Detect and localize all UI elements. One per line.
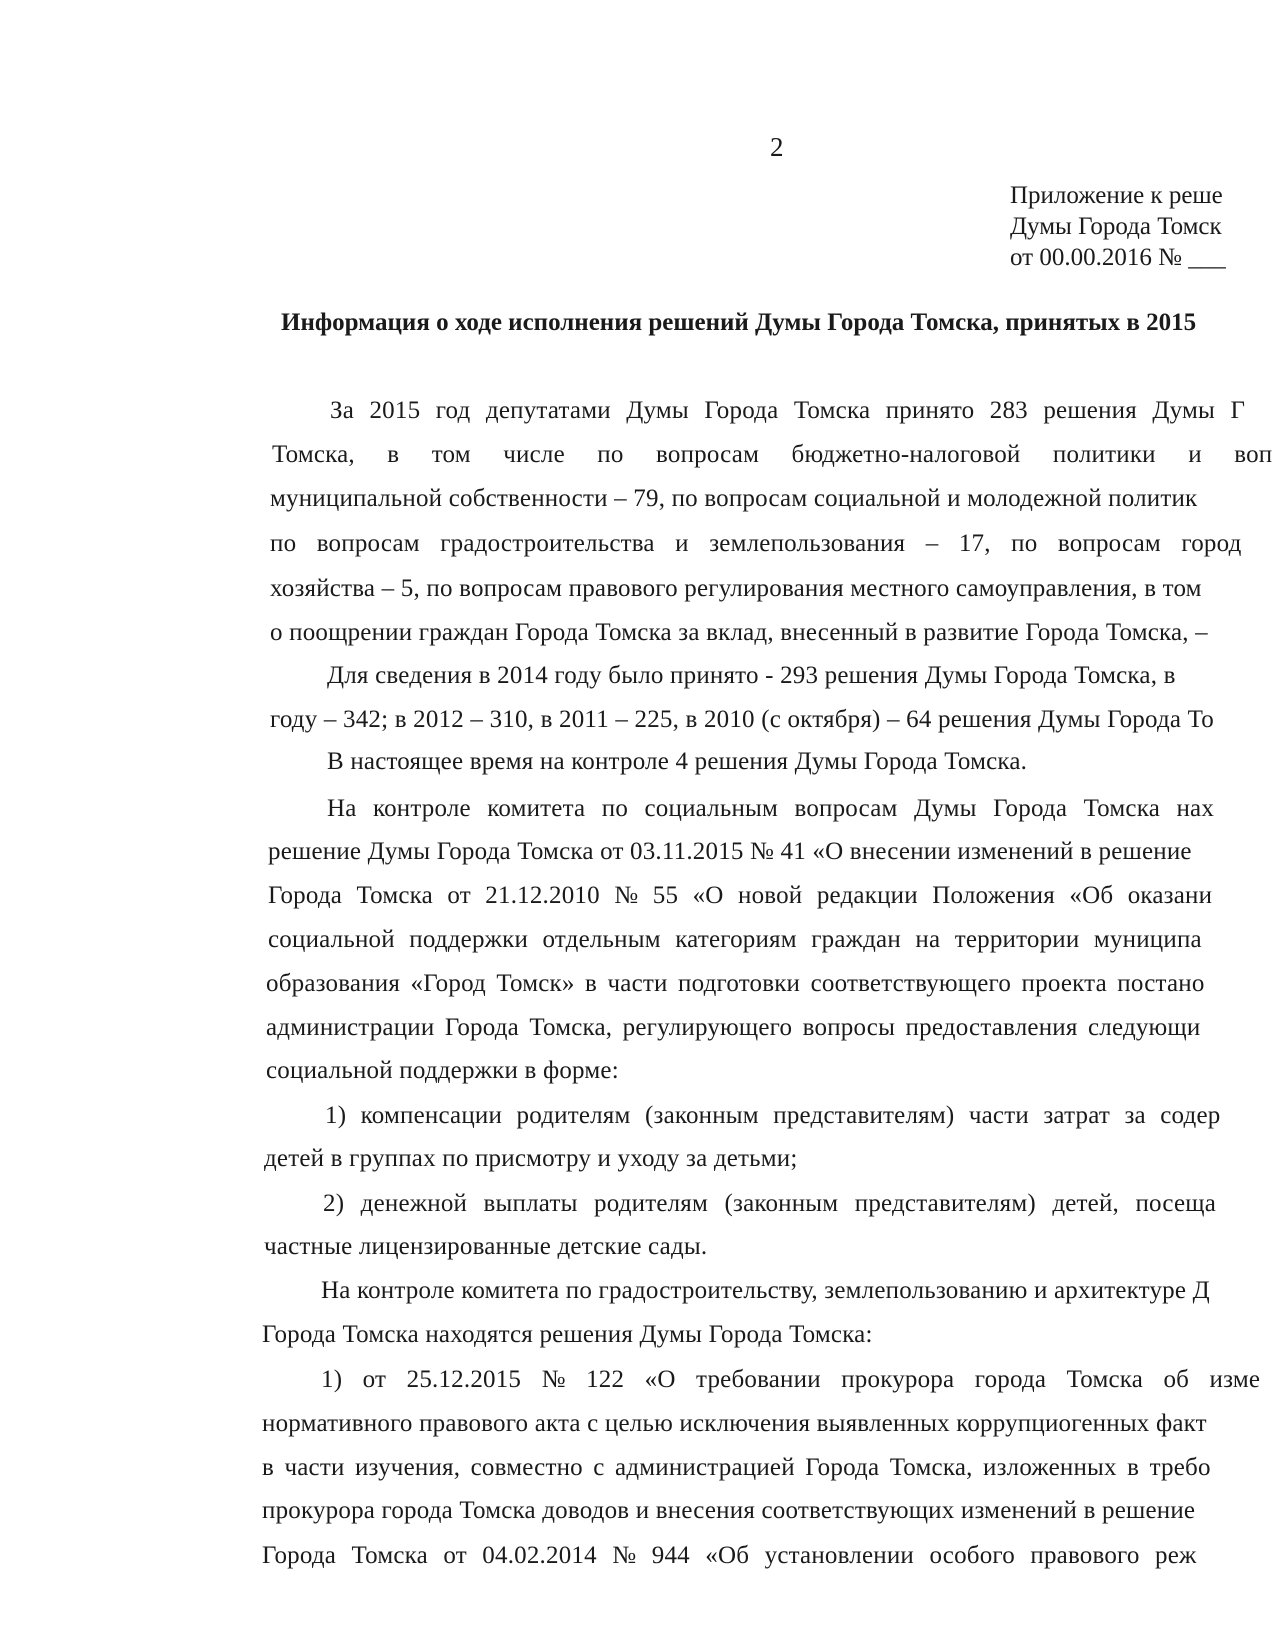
body-line: 2) денежной выплаты родителям (законным представителям) детей, посеща xyxy=(323,1190,1216,1217)
body-line: 1) от 25.12.2015 № 122 «О требовании прокурора города Томска об изме xyxy=(321,1366,1261,1393)
body-line: частные лицензированные детские сады. xyxy=(264,1233,708,1260)
body-line: Города Томска находятся решения Думы Города Томска: xyxy=(262,1321,873,1348)
body-line: На контроле комитета по градостроительству, землепользованию и архитектуре Д xyxy=(321,1277,1210,1304)
body-line: о поощрении граждан Города Томска за вклад, внесенный в развитие Города Томска, – xyxy=(270,619,1208,646)
appendix-line-2: Думы Города Томск xyxy=(1010,213,1222,240)
body-line: решение Думы Города Томска от 03.11.2015 № 41 «О внесении изменений в решение xyxy=(268,838,1192,865)
body-line: хозяйства – 5, по вопросам правового регулирования местного самоуправления, в том xyxy=(270,575,1202,602)
body-line: прокурора города Томска доводов и внесения соответствующих изменений в решение xyxy=(262,1497,1196,1524)
appendix-block xyxy=(1010,180,1226,273)
body-line: году – 342; в 2012 – 310, в 2011 – 225, в 2010 (с октября) – 64 решения Думы Города То xyxy=(270,706,1214,733)
body-line: Томска, в том числе по вопросам бюджетно-налоговой политики и воп xyxy=(272,441,1273,468)
body-line: в части изучения, совместно с администрацией Города Томска, изложенных в требо xyxy=(262,1454,1211,1481)
body-line: по вопросам градостроительства и землепользования – 17, по вопросам город xyxy=(270,530,1242,557)
body-line: На контроле комитета по социальным вопросам Думы Города Томска нах xyxy=(327,795,1215,822)
body-line: нормативного правового акта с целью исключения выявленных коррупциогенных факт xyxy=(262,1410,1207,1437)
page-number: 2 xyxy=(770,132,784,162)
document-title: Информация о ходе исполнения решений Думы Города Томска, принятых в 2015 xyxy=(281,309,1197,336)
appendix-line-3: от 00.00.2016 № ___ xyxy=(1010,244,1226,271)
body-line: администрации Города Томска, регулирующего вопросы предоставления следующи xyxy=(266,1014,1201,1041)
body-line: Для сведения в 2014 году было принято - 293 решения Думы Города Томска, в xyxy=(327,662,1176,689)
body-line: За 2015 год депутатами Думы Города Томска принято 283 решения Думы Г xyxy=(330,397,1246,424)
body-line: Города Томска от 04.02.2014 № 944 «Об установлении особого правового реж xyxy=(262,1542,1197,1569)
body-line: Города Томска от 21.12.2010 № 55 «О новой редакции Положения «Об оказани xyxy=(268,882,1213,909)
body-line: детей в группах по присмотру и уходу за детьми; xyxy=(264,1145,798,1172)
body-line: муниципальной собственности – 79, по вопросам социальной и молодежной политик xyxy=(270,485,1198,512)
body-line: социальной поддержки в форме: xyxy=(266,1057,619,1084)
body-line: 1) компенсации родителям (законным представителям) части затрат за содер xyxy=(325,1102,1221,1129)
body-line: образования «Город Томск» в части подготовки соответствующего проекта постано xyxy=(266,970,1205,997)
body-line: В настоящее время на контроле 4 решения Думы Города Томска. xyxy=(327,748,1028,775)
body-line: социальной поддержки отдельным категориям граждан на территории муниципа xyxy=(268,926,1202,953)
appendix-line-1: Приложение к реше xyxy=(1010,182,1223,209)
